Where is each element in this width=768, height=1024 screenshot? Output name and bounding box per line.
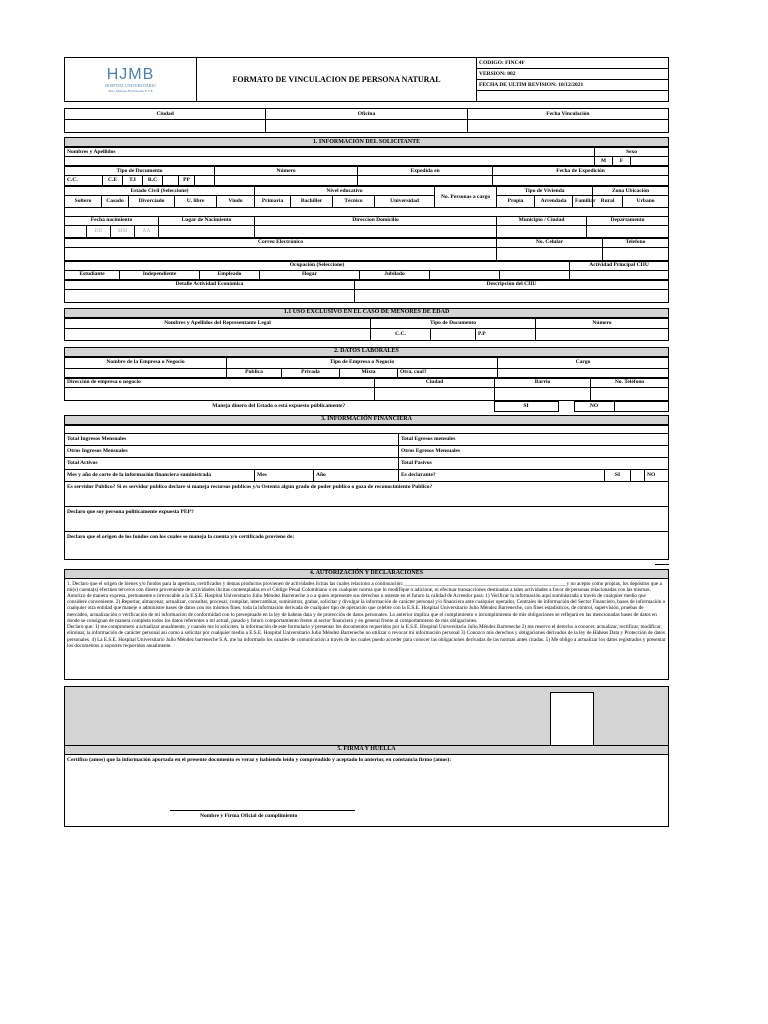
birth-mm[interactable]: MM	[111, 225, 135, 237]
detalle-act-label: Detalle Actividad Económica	[65, 280, 355, 289]
s5-body	[64, 755, 669, 827]
ocupacion-label: Ocupación (Seleccione)	[65, 261, 570, 270]
s2-tel-label: No. Teléfono	[591, 378, 669, 387]
lugar-nac-label: Lugar de Nacimiento	[159, 216, 255, 225]
civil-viudo[interactable]: Viudo	[217, 196, 255, 208]
fecha-exp-label: Fecha de Expedición	[493, 167, 669, 176]
departamento-field[interactable]	[587, 225, 669, 237]
s3-endline-mark	[655, 564, 669, 565]
numero-label: Número	[215, 167, 358, 176]
fecha-vinc-field[interactable]	[467, 120, 668, 133]
correo-field[interactable]	[65, 247, 497, 260]
municipio-field[interactable]	[497, 225, 587, 237]
pep-label[interactable]: Declaro que soy persona politicamente expuesta PEP?	[65, 506, 669, 531]
civil-divorciado[interactable]: Divorciado	[129, 196, 175, 208]
doc-ti[interactable]: T.I	[123, 176, 143, 186]
celular-field[interactable]	[497, 247, 603, 260]
declarante-si[interactable]: SI	[605, 469, 631, 481]
nombres-field[interactable]	[65, 157, 595, 166]
s4-p3: Declaro que: 1) me comprometo a actualizar anualmente, y cuando me lo soliciten, la información de este formulario y presentar los documentos requeridos por la E.S.E. Hospital Universitario Julio Méndez Barreneche 2) me reservo el derecho a conocer, actualizar, rectificar, modificar, eliminar, la información de carácter personal así como a solicitar por cualquier medio a E.S.E. Hospital Universitario Julio Méndez Barreneche no utilizar o revocar mi información personal 3) Conozco mis derechos y obligaciones derivados de la ley de Habeas Data y Protección de datos personales. 4) La E.S.E. Hospital Universitario Julio Méndez barreneche S.A. me ha informado los canales de comunicación a través de los cuales puedo acceder para conocer las obligaciones derivadas de las normas antes citadas. 5) Me obligo a actualizar los datos registrados y presentar los documentos o soportes requeridos anualmente.	[67, 624, 666, 649]
s1-doc	[64, 166, 669, 186]
ocup-blank2[interactable]	[500, 270, 570, 279]
s2-empresa	[64, 357, 669, 378]
expedida-label: Expedida en	[358, 167, 493, 176]
header-blank	[477, 91, 669, 102]
s4-p1: 1. Declaro que el origen de bienes y/o fondos para la apertura, certificados y demas productos provienen de actividades licitas las cuales relaciono a continuación: ______________________________________________________________ y no acepto como propias, los depósitos que a mi(s) cuenta(s) efectúen terceros con dinero proveniente de actividades ilícitas contempladas en el Código Penal Colombiano o en cualquier norma que lo modifique o adicione, ni efectuar transacciones destinadas a tales actividades a favor de personas relacionadas con las mismas.	[67, 580, 662, 593]
fecha-nac-label: Fecha nacimiento	[65, 216, 159, 225]
desc-ciiu-field[interactable]	[355, 289, 669, 302]
celular-label: No. Celular	[497, 238, 603, 247]
birth-spacer	[65, 208, 669, 216]
ocup-hogar[interactable]: Hogar	[260, 270, 360, 279]
civil-casado[interactable]: Casado	[102, 196, 129, 208]
detalle-act-field[interactable]	[65, 289, 355, 302]
edu-primaria[interactable]: Primaria	[255, 196, 291, 208]
telefono-field[interactable]	[603, 247, 669, 260]
emp-mixta[interactable]: Mixta	[340, 368, 398, 377]
section-1	[64, 137, 669, 147]
form-page	[64, 57, 669, 827]
s1-title: 1. INFORMACIÓN DEL SOLICITANTE	[65, 138, 669, 147]
top-table	[64, 108, 669, 133]
no-personas-label: No. Personas a cargo	[435, 187, 497, 208]
section-11	[64, 308, 669, 318]
huella-box[interactable]	[550, 692, 594, 746]
s11-numero-field[interactable]	[536, 328, 669, 340]
logo-sub2: Julio Méndez Barreneche E.S.E	[108, 88, 153, 93]
edu-tecnico[interactable]: Técnico	[333, 196, 375, 208]
birth-aa[interactable]: AA	[135, 225, 159, 237]
ciiu-field[interactable]	[570, 270, 669, 279]
egr-m-label[interactable]: Total Egresos mensules	[399, 433, 669, 445]
fecha-vinc-label: Fecha Vinculación	[467, 109, 668, 120]
civil-soltero[interactable]: Soltero	[65, 196, 102, 208]
departamento-label: Departamento	[587, 216, 669, 225]
maneja-blank	[614, 401, 669, 411]
section-4	[64, 569, 669, 579]
declarante-no[interactable]: NO	[645, 469, 669, 481]
oficina-label: Oficina	[266, 109, 467, 120]
viv-arrendada[interactable]: Arrendada	[535, 196, 573, 208]
expedida-field[interactable]	[358, 176, 493, 186]
s1-ocupacion	[64, 261, 669, 280]
doc-rc[interactable]: R.C	[143, 176, 163, 186]
maneja-gap	[558, 401, 574, 411]
zona-label: Zona Ubicación	[593, 187, 669, 196]
direccion-label: Direccion Domicilio	[255, 216, 497, 225]
s11-pp[interactable]: P.P	[476, 328, 536, 340]
s3-title: 3. INFORMACIÓN FINANCIERA	[65, 415, 669, 424]
ocup-independiente[interactable]: Independiente	[120, 270, 200, 279]
s2-ciudad-label: Ciudad	[375, 378, 495, 387]
nombres-label: Nombres y Apellidos	[65, 148, 595, 157]
sexo-m[interactable]: M	[594, 157, 612, 166]
s5-title: 5. FIRMA Y HUELLA	[65, 746, 669, 755]
nivel-edu-label: Nivel educativo	[255, 187, 435, 196]
correo-label: Correo Electrónico	[65, 238, 497, 247]
ciudad-label: Ciudad	[65, 109, 266, 120]
dir-emp-field[interactable]	[65, 387, 375, 400]
s4-title: 4. AUTORIZACIÓN Y DECLARACIONES	[65, 569, 669, 578]
s4-p2: Autorizo de manera expresa, permanente e irrevocable a la E.S.E. Hospital Universitario Julio Méndez Barreneche a o a quien represente sus derechos u ostente en el futuro la calidad de Acreedor para: 1) Verificar la información aquí suministrada a través de cualquier medio que considere conveniente. 2) Reportar, almacenar, actualizar, consultar, procesar, compilar, intercambiar, suministrar, grabar, solicitar y divulgar la información de carácter personal y/o financiera ante cualquier operador, Centrales de información del Sector Financiero, bases de información o cualquier otra entidad que maneje o administre bases de datos con los mismos fines, toda la información derivada de cualquier tipo de operación que celebre con la E.S.E. Hospital Universitario Julio Méndez Barreneche, con fines estadísticos, de control, supervisión, pruebas de mercadeo, actualización o verificación de mi información de conformidad con lo preceptuado en la ley de habeas data y de protección de datos personales. Lo anterior implica que el cumplimiento o incumplimiento de mis obligaciones se reflejará en las mencionadas bases de datos en donde se consignan de manera completa todos los datos referentes a mi actual, pasado y futuro comportamiento frente al sector financiero y en general frente al comportamiento de mis obligaciones.	[67, 592, 666, 624]
ciiu-label: Actividad Principal CIIU	[570, 261, 669, 270]
barrio-field[interactable]	[495, 387, 591, 400]
barrio-label: Barrio	[495, 378, 591, 387]
sexo-blank	[630, 157, 668, 166]
s1-civil	[64, 186, 669, 208]
s11-tipo-doc-label: Tipo de Documento	[371, 318, 536, 328]
codigo: CODIGO: FINC4F	[477, 58, 669, 69]
section-2	[64, 347, 669, 357]
emp-otra[interactable]: Otra, cual?	[398, 368, 498, 377]
s3-spacer	[65, 425, 669, 433]
municipio-label: Municipio / Ciudad	[497, 216, 587, 225]
cargo-label: Cargo	[498, 357, 669, 368]
s1-detalle	[64, 280, 669, 303]
rep-label: Nombres y Apellidos del Representante Legal	[65, 318, 371, 328]
logo-sub1: HOSPITAL UNIVERSITARIO	[105, 83, 156, 89]
s1-names	[64, 147, 669, 166]
corte-mes[interactable]: Mes	[255, 469, 314, 481]
tipo-doc-label: Tipo de Documento	[65, 167, 215, 176]
ocup-empleado[interactable]: Empleado	[200, 270, 260, 279]
cert-text: Certifico (amos) que la información aportada en el presente documento es veraz y habiendo leído y comprendido y aceptado lo anterior, en constancia firmo (amos):	[67, 757, 452, 763]
otros-ing-label[interactable]: Otros Ingresos Mensuales	[65, 445, 399, 457]
doc-pp[interactable]: PP	[179, 176, 195, 186]
maneja-label: Maneja dinero del Estado o está expuesto públicamente?	[64, 401, 494, 411]
fecha-revision: FECHA DE ULTIM REVISION: 10/12/2021	[477, 80, 669, 91]
desc-ciiu-label: Descripción del CIIU	[355, 280, 669, 289]
viv-propia[interactable]: Propia	[497, 196, 535, 208]
activos-label[interactable]: Total Activos	[65, 457, 399, 469]
tipo-vivienda-label: Tipo de Vivienda	[497, 187, 593, 196]
s1-birth	[64, 208, 669, 238]
otros-egr-label[interactable]: Otros Egresos Mensuales	[399, 445, 669, 457]
birth-blank	[65, 225, 87, 237]
rep-field[interactable]	[65, 328, 371, 340]
numero-field[interactable]	[215, 176, 358, 186]
s2-ciudad-field[interactable]	[375, 387, 495, 400]
header-table	[64, 57, 669, 102]
s11-cc[interactable]: C.C.	[371, 328, 431, 340]
firma-line[interactable]	[170, 810, 355, 811]
ing-m-label[interactable]: Total Ingresos Mensuales	[65, 433, 399, 445]
s4-body	[64, 579, 669, 680]
ocup-blank1[interactable]	[430, 270, 500, 279]
logo-text: HJMB	[106, 66, 155, 83]
s11-numero-label: Número	[536, 318, 669, 328]
s11-table	[64, 318, 669, 341]
estado-civil-label: Estado Civil (Seleccione)	[65, 187, 255, 196]
servidor-label[interactable]: Es servidor Publico? Si es servidor publico declare si maneja recursos publicos y/u Ostenta algun grado de poder publico o goza de reconocimiento Publico?	[65, 481, 669, 506]
version: VERSION: 002	[477, 69, 669, 80]
telefono-label: Telefono	[603, 238, 669, 247]
edu-bachiller[interactable]: Bachiller	[291, 196, 333, 208]
s2-maneja	[64, 401, 669, 412]
ocup-estudiante[interactable]: Estudiante	[65, 270, 120, 279]
hospital-logo	[67, 66, 194, 93]
section-3	[64, 415, 669, 425]
zona-rural[interactable]: Rural	[593, 196, 623, 208]
pasivos-label[interactable]: Total Pasivos	[399, 457, 669, 469]
form-title: FORMATO DE VINCULACION DE PERSONA NATURAL	[197, 58, 477, 102]
viv-familiar[interactable]: Familiar	[573, 196, 593, 208]
doc-ce[interactable]: C.E	[103, 176, 123, 186]
corte-ano[interactable]: Año	[314, 469, 399, 481]
emp-publica[interactable]: Publica	[227, 368, 282, 377]
corte-label: Mes y año de corte de la información financiera suministrada	[65, 469, 255, 481]
civil-ulibre[interactable]: U. libre	[175, 196, 217, 208]
emp-privada[interactable]: Privada	[282, 368, 340, 377]
origen-label[interactable]: Declaro que el origen de los fondos con los cuales se maneja la cuenta y/o certificado proviene de:	[65, 531, 669, 559]
firma-label: Nombre y Firma Oficial de cumplimiento	[200, 813, 298, 819]
declarante-gap	[631, 469, 645, 481]
empresa-label: Nombre de la Empresa o Negocio	[65, 357, 227, 368]
s1-contact	[64, 238, 669, 261]
doc-cc[interactable]: C.C.	[65, 176, 103, 186]
fecha-exp-field[interactable]	[493, 176, 669, 186]
s3-table	[64, 425, 669, 560]
maneja-si[interactable]: SI	[494, 401, 558, 411]
s2-dir	[64, 378, 669, 401]
declarante-label: Es declarante?	[399, 469, 605, 481]
ocup-jubilado[interactable]: Jubilado	[360, 270, 430, 279]
edu-universidad[interactable]: Universidad	[375, 196, 435, 208]
tipo-emp-label: Tipo de Empresa o Negocio	[227, 357, 498, 368]
s5-gray-block	[64, 686, 669, 746]
s2-title: 2. DATOS LABORALES	[65, 347, 669, 356]
direccion-field[interactable]	[255, 225, 497, 237]
lugar-nac-field[interactable]	[159, 225, 255, 237]
logo-cell	[65, 58, 197, 102]
sexo-f[interactable]: F	[612, 157, 630, 166]
birth-dd[interactable]: DD	[87, 225, 111, 237]
ciudad-field[interactable]	[65, 120, 266, 133]
s11-blank	[431, 328, 476, 340]
dir-emp-label: Dirección de empresa o negocio	[65, 378, 375, 387]
maneja-no[interactable]: NO	[574, 401, 614, 411]
s3-endline	[64, 560, 669, 569]
empresa-field[interactable]	[65, 368, 227, 377]
doc-blank	[163, 176, 179, 186]
zona-urbano[interactable]: Urbano	[623, 196, 669, 208]
doc-blank2	[195, 176, 215, 186]
s2-tel-field[interactable]	[591, 387, 669, 400]
section-5	[64, 746, 669, 756]
sexo-label: Sexo	[594, 148, 668, 157]
s11-title: 1.1 USO EXCLUSIVO EN EL CASO DE MENORES DE EDAD	[65, 308, 669, 317]
oficina-field[interactable]	[266, 120, 467, 133]
cargo-field[interactable]	[498, 368, 669, 377]
